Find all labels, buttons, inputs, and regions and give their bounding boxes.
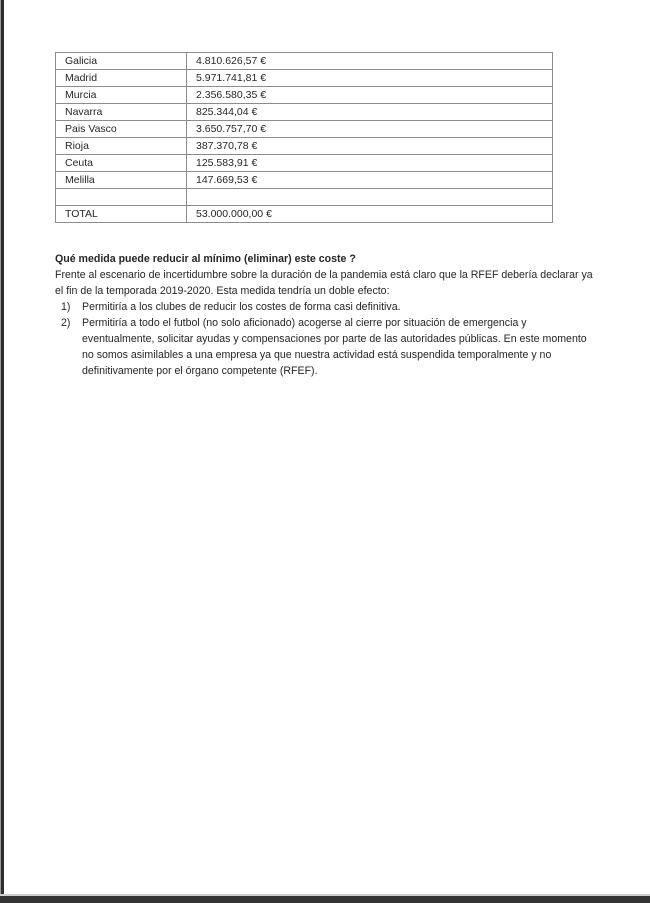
- table-row: [56, 87, 553, 104]
- list-item-1: [55, 299, 595, 315]
- region-cell: Ceuta: [56, 155, 187, 172]
- region-cell: [56, 189, 187, 206]
- amount-cell: 4.810.626,57 €: [187, 53, 553, 70]
- region-cell: Melilla: [56, 172, 187, 189]
- total-amount-cell: 53.000.000,00 €: [187, 206, 553, 223]
- table-row: [56, 53, 553, 70]
- intro-paragraph: Frente al escenario de incertidumbre sobre la duración de la pandemia está claro que la RFEF debería declarar ya el fin de la temporada 2019-2020. Esta medida tendría un doble efecto:: [55, 269, 593, 297]
- region-cell: Madrid: [56, 70, 187, 87]
- table-row: [56, 104, 553, 121]
- list-item-2-number: 2): [61, 317, 71, 329]
- measures-section: [55, 251, 595, 379]
- region-cell: Rioja: [56, 138, 187, 155]
- amount-cell: 2.356.580,35 €: [187, 87, 553, 104]
- scan-bottom-edge: [0, 894, 650, 903]
- list-item-2: [55, 315, 595, 379]
- amount-cell: 3.650.757,70 €: [187, 121, 553, 138]
- table-row: [56, 155, 553, 172]
- list-item-1-number: 1): [61, 301, 71, 313]
- section-heading: Qué medida puede reducir al mínimo (eliminar) este coste ?: [55, 253, 356, 265]
- region-cell: Navarra: [56, 104, 187, 121]
- region-cell: Murcia: [56, 87, 187, 104]
- amount-cell: 5.971.741,81 €: [187, 70, 553, 87]
- region-cell: Galicia: [56, 53, 187, 70]
- table-row: [56, 70, 553, 87]
- table-row-empty: [56, 189, 553, 206]
- amount-cell: 125.583,91 €: [187, 155, 553, 172]
- table-row: [56, 172, 553, 189]
- table-row: [56, 138, 553, 155]
- list-item-1-text: Permitiría a los clubes de reducir los costes de forma casi definitiva.: [82, 301, 401, 313]
- amount-cell: 387.370,78 €: [187, 138, 553, 155]
- list-item-2-text: Permitiría a todo el futbol (no solo aficionado) acogerse al cierre por situación de emergencia y eventualmente, solicitar ayudas y compensaciones por parte de las autoridades públicas. En este momento no somos asimilables a una empresa ya que nuestra actividad está suspendida temporalmente y no definitivamente por el órgano competente (RFEF).: [82, 317, 587, 377]
- regional-costs-table: [55, 52, 553, 223]
- table-row-total: [56, 206, 553, 223]
- amount-cell: [187, 189, 553, 206]
- scan-left-edge: [0, 0, 4, 903]
- region-cell: Pais Vasco: [56, 121, 187, 138]
- amount-cell: 825.344,04 €: [187, 104, 553, 121]
- table-row: [56, 121, 553, 138]
- total-label-cell: TOTAL: [56, 206, 187, 223]
- amount-cell: 147.669,53 €: [187, 172, 553, 189]
